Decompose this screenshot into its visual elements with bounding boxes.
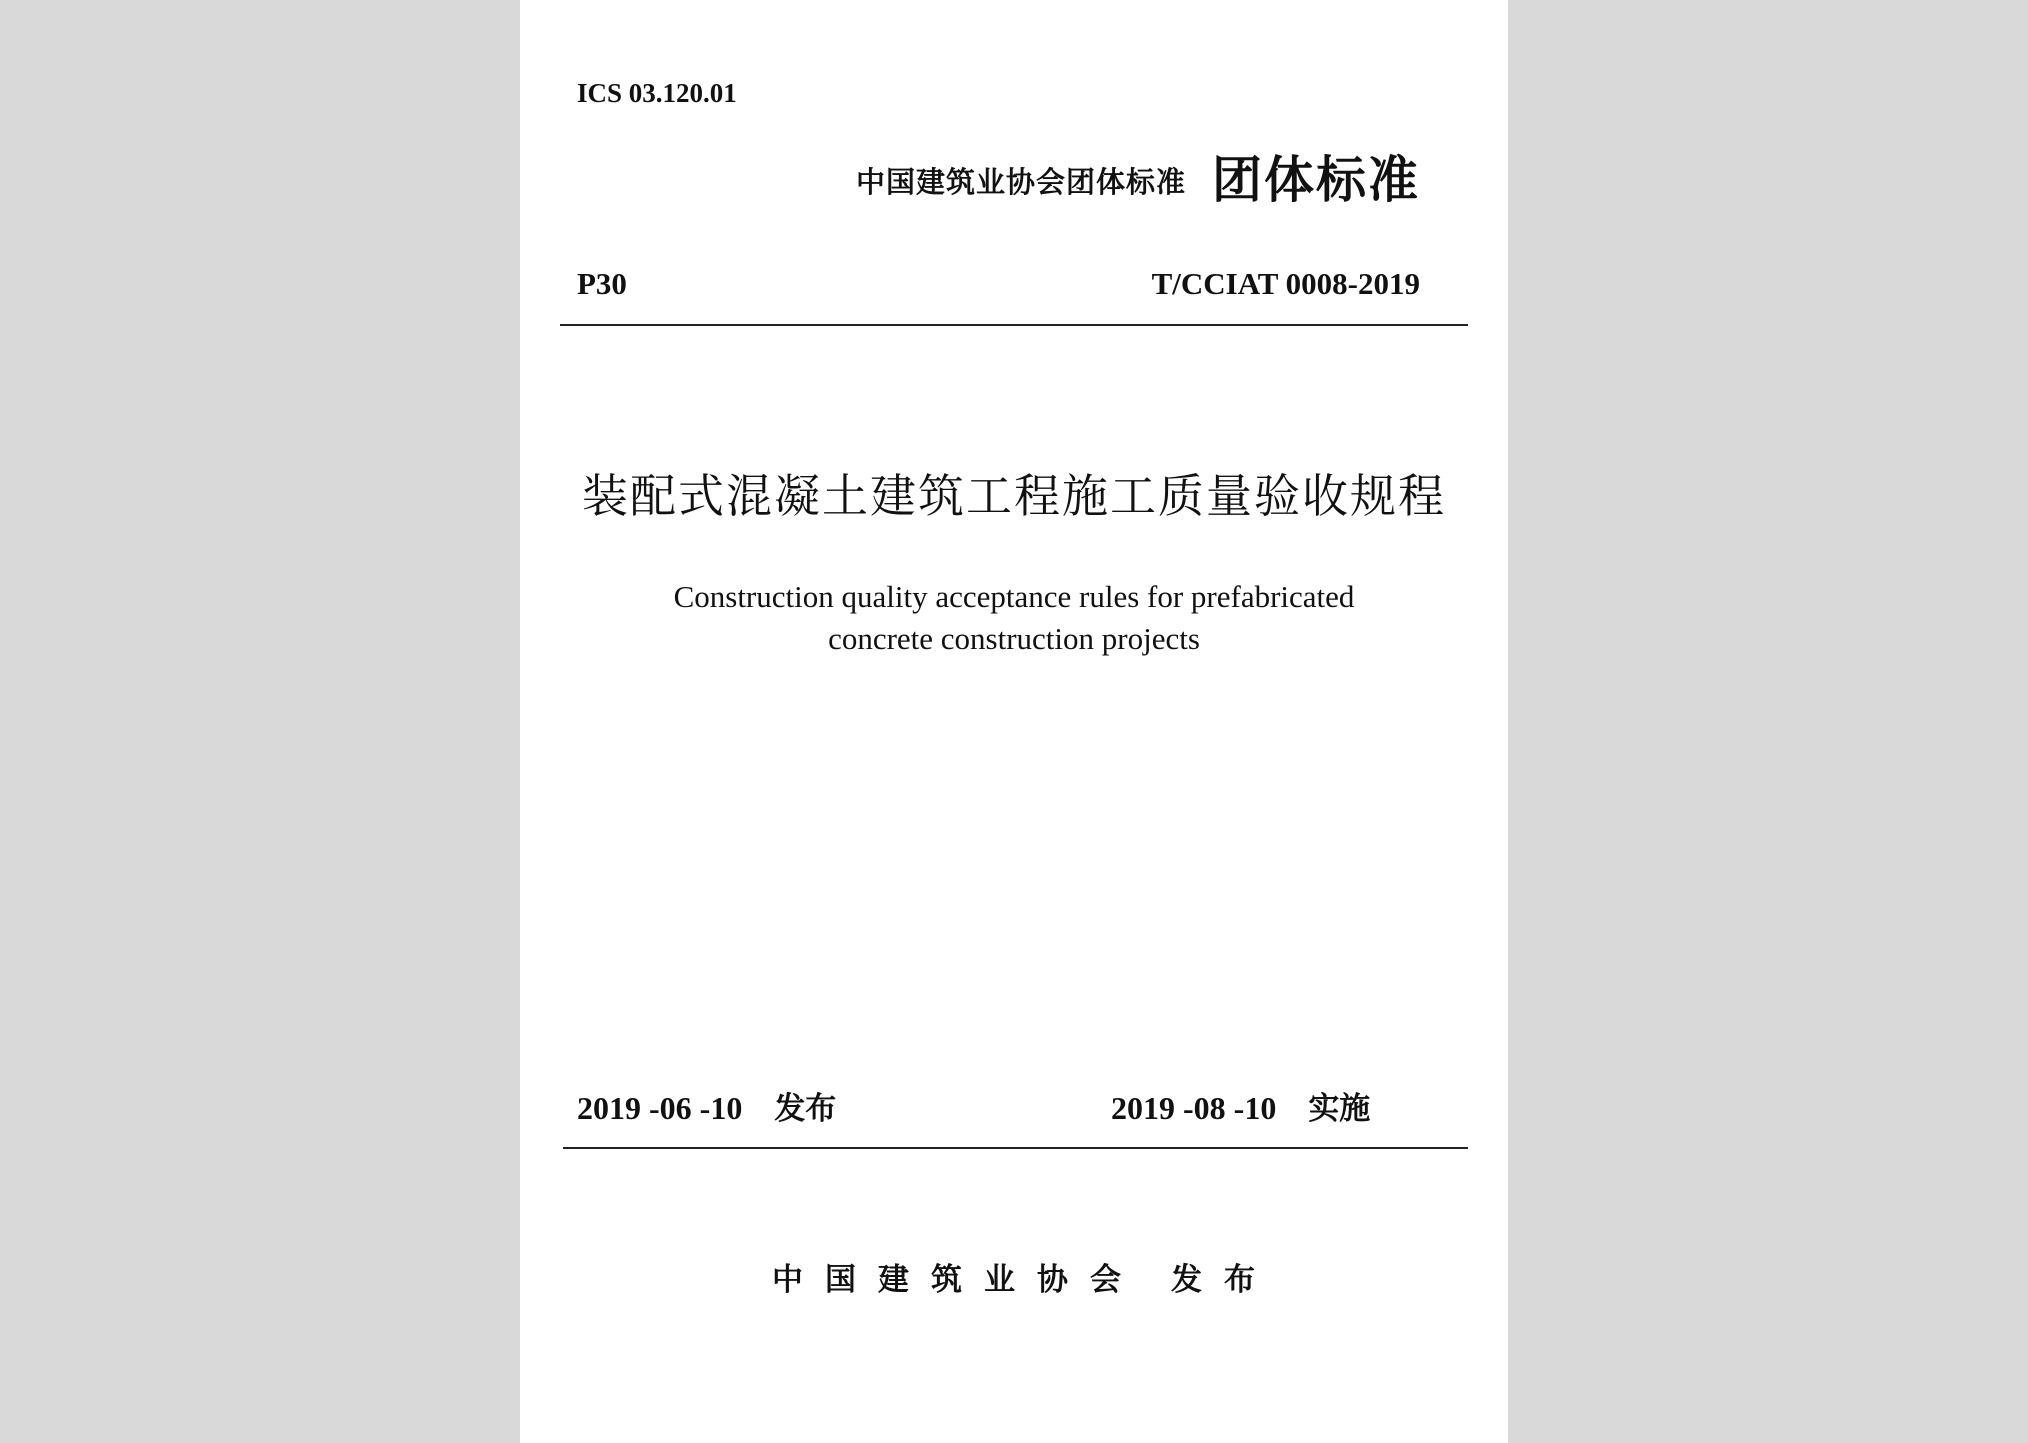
title-english-line-2: concrete construction projects [828, 621, 1200, 656]
publisher-name: 中国建筑业协会 [772, 1262, 1143, 1298]
bottom-divider [563, 1147, 1468, 1149]
issue-date: 2019 -06 -10 [577, 1090, 743, 1126]
title-english-line-1: Construction quality acceptance rules for prefabricated [673, 579, 1355, 614]
issue-date-block [577, 1083, 836, 1128]
implement-label: 实施 [1308, 1091, 1371, 1127]
ics-code: ICS 03.120.01 [577, 78, 737, 108]
publisher-line [772, 1254, 1277, 1299]
implement-date: 2019 -08 -10 [1111, 1090, 1277, 1126]
document-page [520, 0, 1508, 1443]
issue-label: 发布 [774, 1091, 837, 1127]
title-english [520, 576, 1508, 660]
publisher-label: 发布 [1171, 1262, 1277, 1298]
standard-number: T/CCIAT 0008-2019 [1151, 266, 1420, 301]
association-standard-label: 中国建筑业协会团体标准 [855, 165, 1186, 199]
classification-code: P30 [577, 266, 627, 301]
standard-type-heading: 团体标准 [1212, 151, 1420, 209]
implement-date-block [1111, 1083, 1370, 1128]
top-divider [560, 324, 1468, 326]
title-chinese: 装配式混凝土建筑工程施工质量验收规程 [582, 469, 1446, 523]
